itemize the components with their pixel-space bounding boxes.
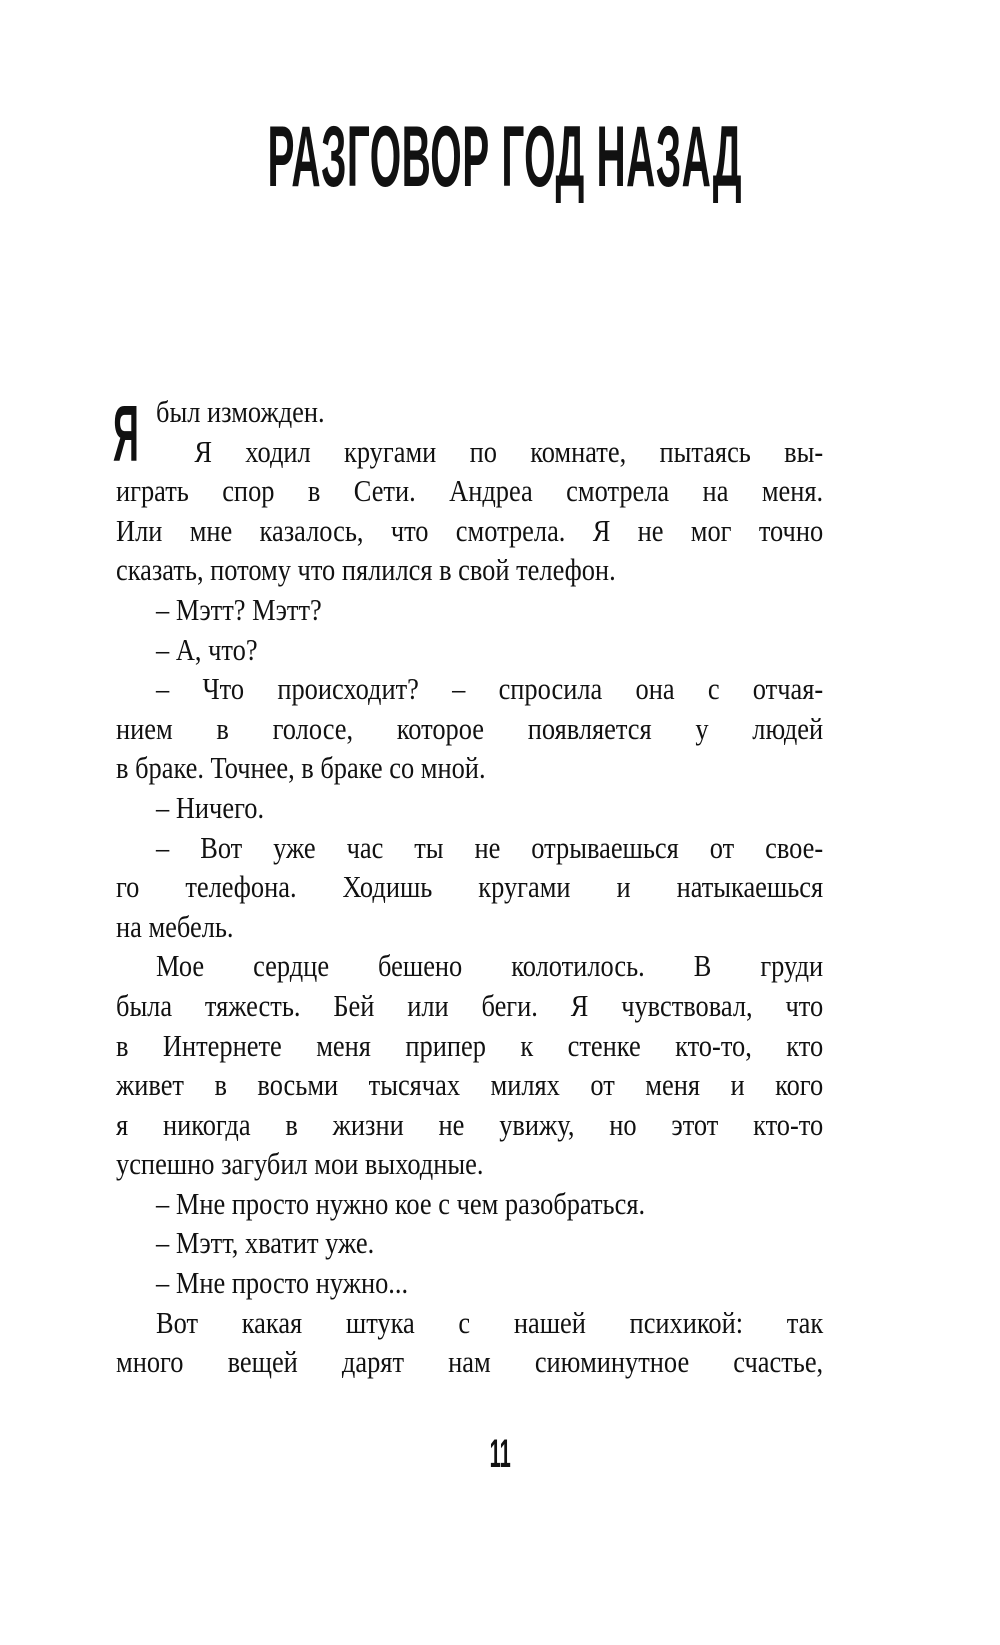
text-line: – Мне просто нужно кое с чем разобраться.: [156, 1185, 646, 1221]
text-line: много вещей дарят нам сиюминутное счастье,: [116, 1344, 824, 1380]
text-line: – Ничего.: [156, 789, 265, 825]
page-number: [0, 1432, 1000, 1477]
drop-cap: Я: [113, 389, 139, 478]
chapter-title: [0, 109, 1000, 205]
body-text: [116, 392, 823, 1382]
text-line: Мое сердце бешено колотилось. В груди: [156, 948, 824, 984]
text-line: го телефона. Ходишь кругами и натыкаешься: [116, 869, 824, 905]
text-line: я никогда в жизни не увижу, но этот кто-то: [116, 1106, 824, 1142]
text-line: – Что происходит? – спросила она с отчая-: [156, 671, 824, 707]
text-line: была тяжесть. Бей или беги. Я чувствовал, что: [116, 987, 824, 1023]
text-line: играть спор в Сети. Андреа смотрела на меня.: [116, 473, 824, 509]
text-line: на мебель.: [116, 908, 234, 944]
text-line: был изможден.: [156, 394, 325, 429]
page-number-text: 11: [489, 1432, 511, 1476]
text-line: в Интернете меня припер к стенке кто-то, кто: [116, 1027, 824, 1063]
text-line: сказать, потому что пялился в свой телефон.: [116, 552, 616, 588]
text-line: – Мне просто нужно...: [156, 1265, 409, 1301]
text-line: – Вот уже час ты не отрываешься от свое-: [156, 829, 824, 865]
text-line: Или мне казалось, что смотрела. Я не мог точно: [116, 512, 824, 548]
chapter-title-text: РАЗГОВОР ГОД НАЗАД: [267, 109, 743, 205]
text-line: в браке. Точнее, в браке со мной.: [116, 750, 486, 786]
text-line: успешно загубил мои выходные.: [116, 1146, 484, 1182]
text-line: – Мэтт, хватит уже.: [156, 1225, 375, 1261]
text-line: – Мэтт? Мэтт?: [156, 591, 322, 627]
text-line: Вот какая штука с нашей психикой: так: [156, 1304, 824, 1340]
text-line: Я ходил кругами по комнате, пытаясь вы-: [194, 433, 824, 469]
text-line: живет в восьми тысячах милях от меня и кого: [116, 1067, 824, 1103]
text-line: нием в голосе, которое появляется у людей: [116, 710, 824, 746]
text-line: – А, что?: [156, 631, 258, 667]
